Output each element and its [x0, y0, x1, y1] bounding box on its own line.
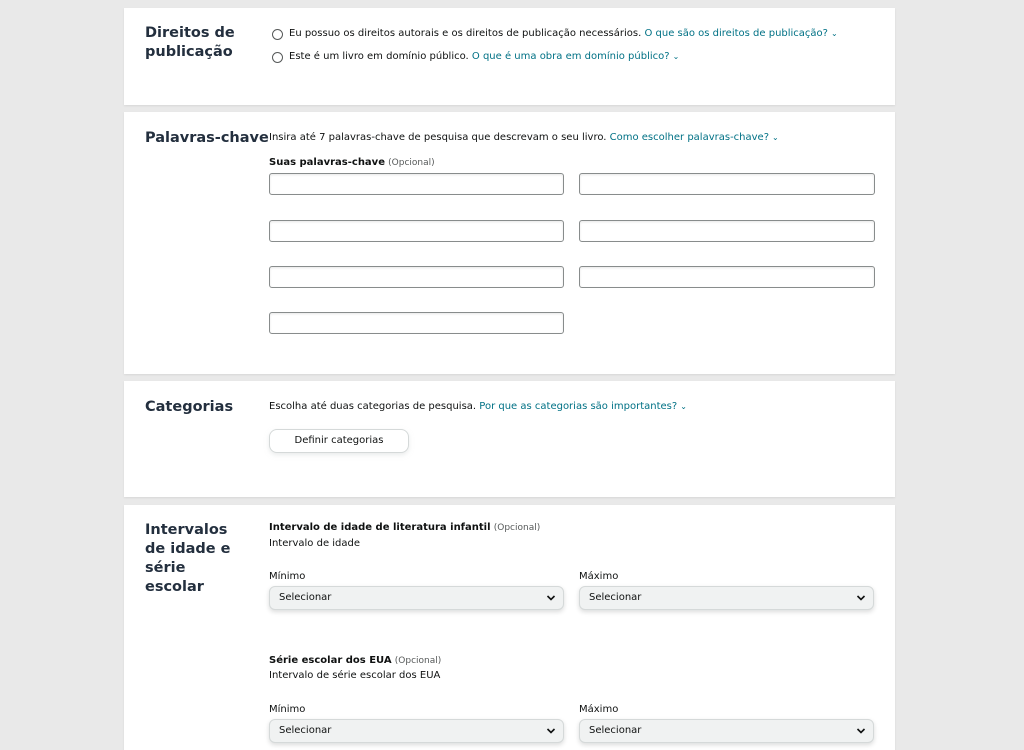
keyword-input-1[interactable] [269, 173, 564, 195]
keywords-help-link[interactable]: Como escolher palavras-chave? [609, 132, 770, 143]
keyword-input-3[interactable] [269, 220, 564, 242]
age-min-value: Selecionar [279, 592, 332, 603]
age-grade-title: Intervalos de idade e série escolar [145, 522, 231, 595]
chevron-down-icon: ⌄ [772, 133, 779, 142]
age-max-value: Selecionar [589, 592, 642, 603]
chevron-down-icon: ⌄ [672, 52, 680, 61]
chevron-down-icon [546, 726, 556, 736]
keyword-input-7[interactable] [269, 312, 564, 334]
categories-help-link[interactable]: Por que as categorias são importantes? [479, 401, 678, 412]
age-grade-section [124, 505, 895, 750]
age-range-optional: (Opcional) [493, 523, 541, 533]
keywords-optional: (Opcional) [388, 158, 435, 168]
rights-own-text: Eu possuo os direitos autorais e os direitos de publicação necessários. [289, 28, 642, 39]
age-range-sublabel: Intervalo de idade [269, 538, 361, 549]
grade-range-label: Série escolar dos EUA [269, 655, 392, 666]
keyword-input-6[interactable] [579, 266, 875, 288]
rights-own-radio[interactable] [272, 29, 283, 40]
grade-min-label: Mínimo [269, 704, 306, 715]
keywords-section [124, 112, 895, 374]
rights-section [124, 8, 895, 105]
grade-min-value: Selecionar [279, 725, 332, 736]
keywords-instructions-line [269, 131, 779, 145]
grade-max-select[interactable] [579, 719, 874, 743]
grade-range-sublabel: Intervalo de série escolar dos EUA [269, 670, 441, 681]
age-max-select[interactable] [579, 586, 874, 610]
grade-range-optional: (Opcional) [394, 656, 442, 666]
public-domain-help-link[interactable]: O que é uma obra em domínio público? [471, 51, 670, 62]
keywords-label-line [269, 156, 435, 170]
grade-range-label-line [269, 654, 441, 668]
age-max-label: Máximo [579, 571, 619, 582]
keywords-instructions: Insira até 7 palavras-chave de pesquisa que descrevam o seu livro. [269, 132, 607, 143]
rights-title: Direitos de publicação [145, 25, 235, 60]
grade-max-value: Selecionar [589, 725, 642, 736]
categories-title: Categorias [145, 399, 234, 415]
categories-section [124, 381, 895, 497]
rights-own-option[interactable] [289, 27, 838, 41]
categories-instructions-line [269, 400, 687, 414]
keyword-input-5[interactable] [269, 266, 564, 288]
keywords-label: Suas palavras-chave [269, 157, 385, 168]
age-min-label: Mínimo [269, 571, 306, 582]
chevron-down-icon [856, 726, 866, 736]
age-min-select[interactable] [269, 586, 564, 610]
chevron-down-icon: ⌄ [830, 29, 838, 38]
age-range-label-line [269, 521, 540, 535]
keyword-input-2[interactable] [579, 173, 875, 195]
rights-help-link[interactable]: O que são os direitos de publicação? [644, 28, 828, 39]
categories-instructions: Escolha até duas categorias de pesquisa. [269, 401, 477, 412]
grade-max-label: Máximo [579, 704, 619, 715]
chevron-down-icon: ⌄ [680, 402, 687, 411]
rights-public-domain-option[interactable] [289, 50, 679, 64]
chevron-down-icon [546, 593, 556, 603]
age-range-label: Intervalo de idade de literatura infantil [269, 522, 491, 533]
rights-public-domain-text: Este é um livro em domínio público. [289, 51, 469, 62]
set-categories-button[interactable]: Definir categorias [269, 429, 409, 453]
chevron-down-icon [856, 593, 866, 603]
rights-public-domain-radio[interactable] [272, 52, 283, 63]
keyword-input-4[interactable] [579, 220, 875, 242]
grade-min-select[interactable] [269, 719, 564, 743]
keywords-title: Palavras-chave [145, 130, 269, 146]
